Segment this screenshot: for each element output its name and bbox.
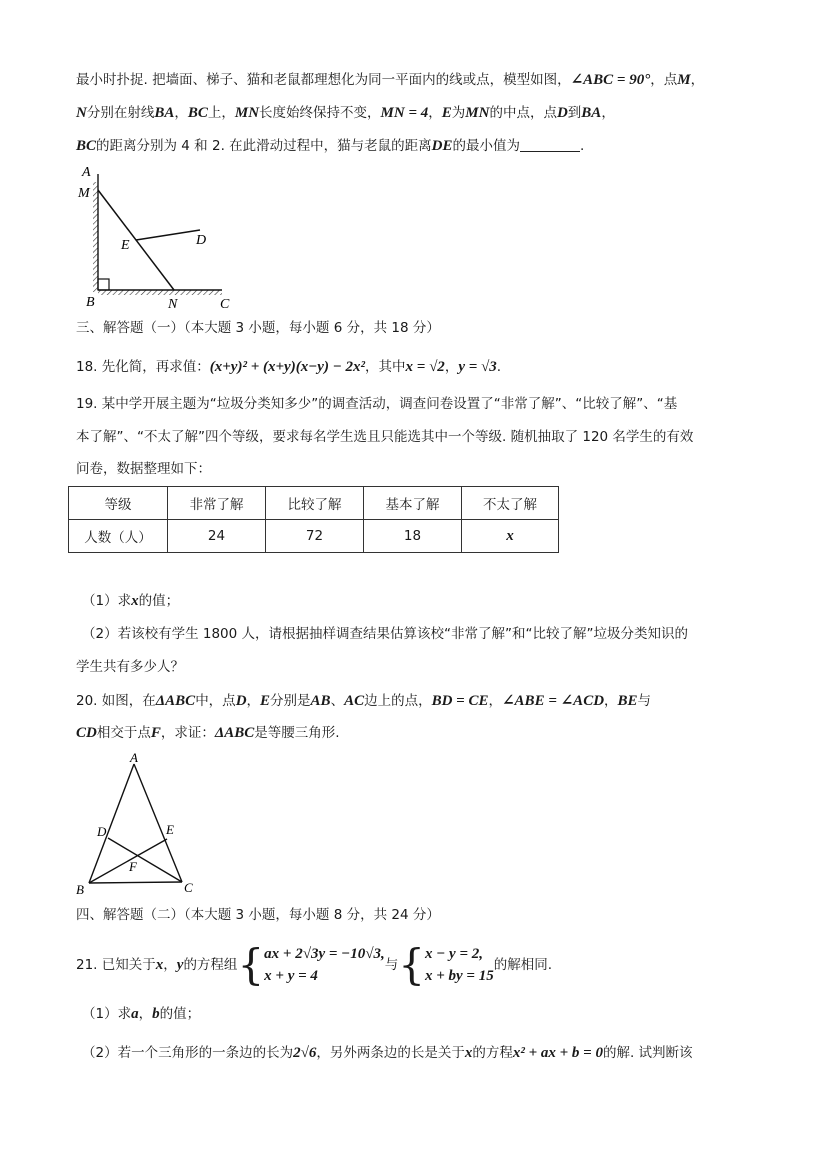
survey-table: [68, 486, 559, 553]
label-c: C: [184, 880, 193, 895]
p19-line3: 问卷，数据整理如下：: [76, 461, 211, 477]
section-4-heading: 四、解答题（二）（本大题 3 小题，每小题 8 分，共 24 分）: [76, 907, 440, 923]
p17-line1: 最小时扑捉. 把墙面、梯子、猫和老鼠都理想化为同一平面内的线或点，模型如图，∠ABC = 90°，点M，: [76, 72, 705, 88]
table-cell: 人数（人）: [69, 520, 168, 553]
p17-line3: BC的距离分别为 4 和 2. 在此滑动过程中，猫与老鼠的距离DE的最小值为 .: [76, 138, 585, 154]
table-cell: 等级: [69, 487, 168, 520]
segment-cd: [108, 838, 182, 882]
side-ac: [134, 764, 182, 882]
label-m: M: [78, 186, 90, 201]
p19-q2-line1: （2）若该校有学生 1800 人，请根据抽样调查结果估算该校“非常了解”和“比较了解”垃圾分类知识的: [82, 626, 689, 642]
table-cell: 比较了解: [266, 487, 364, 520]
label-d: D: [97, 824, 107, 839]
problem-18: 18. 先化简，再求值：(x+y)² + (x+y)(x−y) − 2x²，其中x = √2，y = √3.: [76, 359, 502, 375]
table-cell: 72: [266, 520, 364, 553]
table-cell: 18: [364, 520, 462, 553]
label-f: F: [129, 859, 137, 874]
p20-line2: CD相交于点F，求证：ΔABC是等腰三角形.: [76, 725, 340, 741]
segment-de: [136, 230, 200, 240]
p21-q2: （2）若一个三角形的一条边的长为2√6，另外两条边的长是关于x的方程x² + ax + b = 0的解. 试判断该: [82, 1045, 693, 1061]
label-c: C: [220, 297, 230, 312]
p17-line2: N分别在射线BA，BC上，MN长度始终保持不变，MN = 4，E为MN的中点，点D到BA，: [76, 105, 615, 121]
p20-line1: 20. 如图，在ΔABC中，点D，E分别是AB、AC边上的点，BD = CE，∠ABE = ∠ACD，BE与: [76, 693, 652, 709]
equation-system-1: ax + 2√3y = −10√3, x + y = 4: [264, 946, 385, 984]
label-e: E: [121, 238, 130, 253]
table-cell: 24: [168, 520, 266, 553]
label-n: N: [168, 297, 178, 312]
figure-triangle: [74, 752, 204, 898]
expression: (x+y)² + (x+y)(x−y) − 2x²: [209, 359, 366, 375]
segment-be: [89, 839, 167, 883]
p21-q1: （1）求a，b的值；: [82, 1006, 201, 1022]
table-cell: 不太了解: [462, 487, 559, 520]
table-header-row: [69, 487, 559, 520]
label-d: D: [196, 233, 207, 248]
answer-blank: [520, 137, 580, 152]
label-a: A: [130, 752, 138, 765]
side-ab: [89, 764, 134, 883]
section-3-heading: 三、解答题（一）（本大题 3 小题，每小题 6 分，共 18 分）: [76, 320, 440, 336]
right-angle-mark: [98, 279, 109, 290]
label-e: E: [166, 822, 174, 837]
equation-system-2: x − y = 2, x + by = 15: [424, 946, 494, 984]
table-cell: 基本了解: [364, 487, 462, 520]
angle-abc: ∠ABC = 90°: [570, 72, 651, 88]
p19-q1: （1）求x的值；: [82, 593, 180, 609]
table-row: [69, 520, 559, 553]
side-bc: [89, 882, 182, 883]
p19-line1: 19. 某中学开展主题为“垃圾分类知多少”的调查活动，调查问卷设置了“非常了解”、“比较了解”、“基: [76, 396, 678, 412]
label-b: B: [86, 295, 95, 310]
brace-1: {: [237, 940, 265, 989]
table-cell: x: [462, 520, 559, 553]
figure-ladder-model: [72, 160, 242, 312]
table-cell: 非常了解: [168, 487, 266, 520]
p19-line2: 本了解”、“不太了解”四个等级，要求每名学生选且只能选其中一个等级. 随机抽取了 120 名学生的有效: [76, 429, 694, 445]
wall-hatch: [93, 182, 98, 292]
p19-q2-line2: 学生共有多少人？: [76, 659, 184, 675]
floor-hatch: [98, 290, 222, 295]
brace-2: {: [398, 940, 425, 989]
label-b: B: [76, 882, 84, 897]
label-a: A: [82, 165, 91, 180]
problem-21-statement: 21. 已知关于x，y的方程组{ax + 2√3y = −10√3, x + y = 4与{x − y = 2, x + by = 15的解相同.: [76, 940, 553, 989]
